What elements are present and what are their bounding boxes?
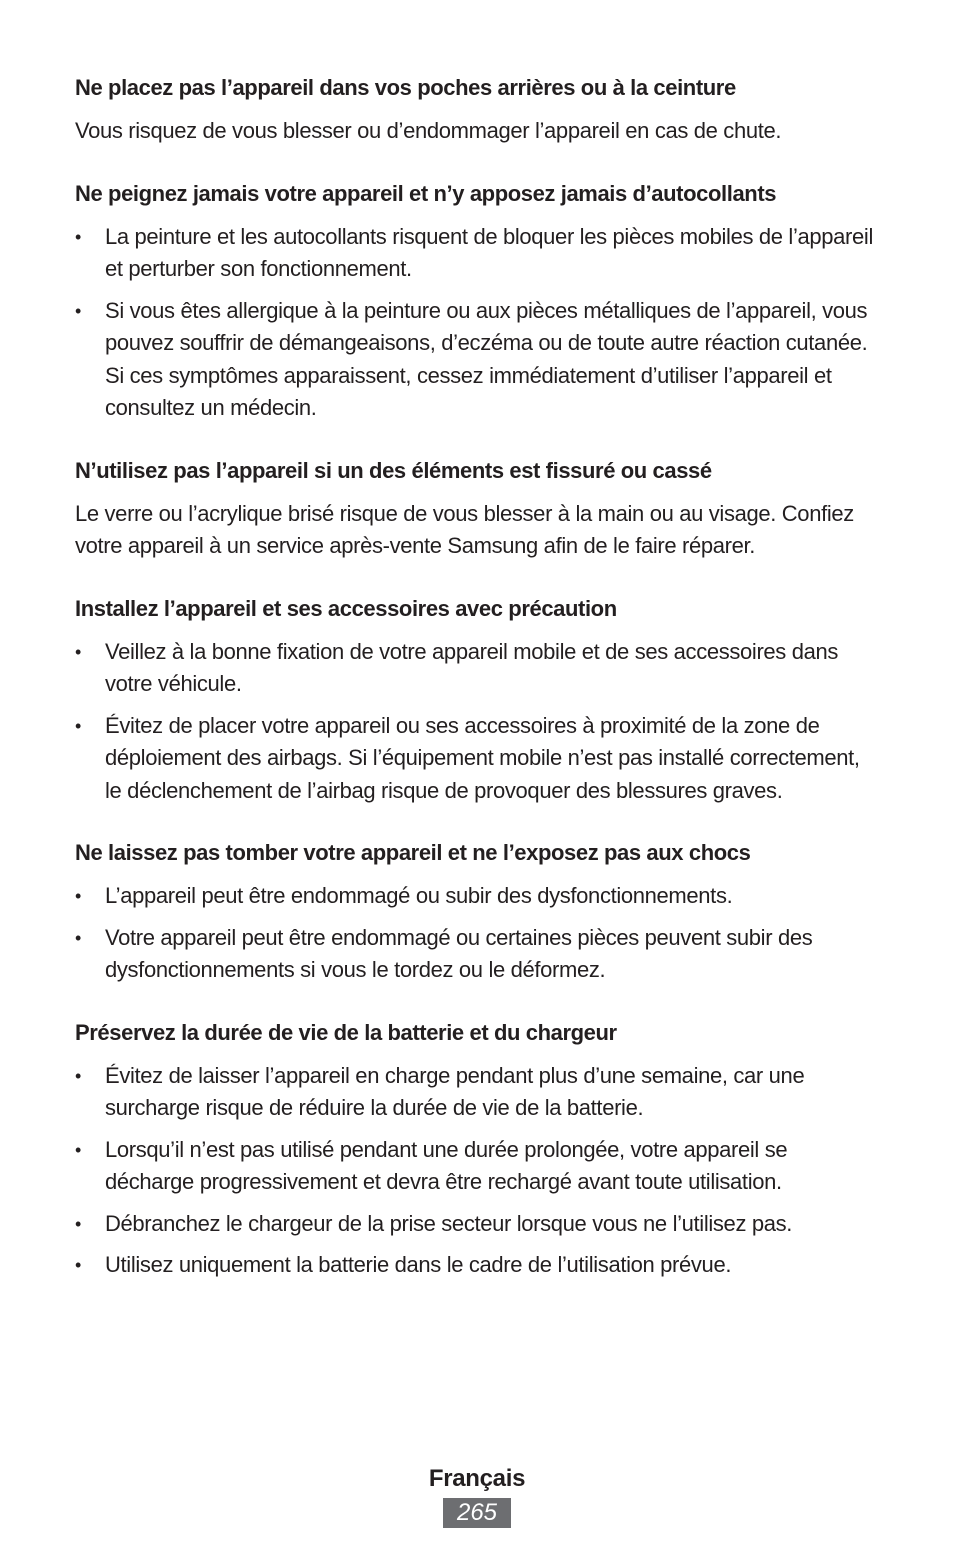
section-paragraph: Le verre ou l’acrylique brisé risque de vous blesser à la main ou au visage. Confiez votre appareil à un service après-vente Samsung afin de le faire réparer. xyxy=(75,500,854,558)
list-item xyxy=(75,1249,875,1282)
list-item-text: Évitez de placer votre appareil ou ses accessoires à proximité de la zone de déploiement des airbags. Si l’équipement mobile n’est pas installé correctement, le déclenchement de l’airbag risque de provoquer des blessures graves. xyxy=(105,712,860,803)
bullet-list xyxy=(75,1060,875,1282)
section-cracked-device xyxy=(75,455,875,563)
list-item-text: La peinture et les autocollants risquent de bloquer les pièces mobiles de l’appareil et perturber son fonctionnement. xyxy=(105,223,873,281)
page-number-badge: 265 xyxy=(443,1498,511,1528)
list-item-text: Utilisez uniquement la batterie dans le cadre de l’utilisation prévue. xyxy=(105,1252,732,1277)
section-heading: Installez l’appareil et ses accessoires avec précaution xyxy=(75,595,617,621)
section-battery-life xyxy=(75,1017,875,1282)
section-heading: Ne peignez jamais votre appareil et n’y apposez jamais d’autocollants xyxy=(75,180,777,206)
list-item xyxy=(75,1060,875,1125)
list-item xyxy=(75,880,875,913)
list-item-text: Débranchez le chargeur de la prise secteur lorsque vous ne l’utilisez pas. xyxy=(105,1210,793,1236)
bullet-list xyxy=(75,636,875,808)
list-item-text: Votre appareil peut être endommagé ou certaines pièces peuvent subir des dysfonctionnements si vous le tordez ou le déformez. xyxy=(105,924,813,982)
bullet-icon: • xyxy=(75,300,81,321)
list-item-text: L’appareil peut être endommagé ou subir des dysfonctionnements. xyxy=(105,883,733,908)
footer-language: Français xyxy=(428,1465,526,1492)
list-item xyxy=(75,710,875,808)
bullet-list xyxy=(75,880,875,987)
bullet-icon: • xyxy=(75,641,81,662)
list-item-text: Veillez à la bonne fixation de votre appareil mobile et de ses accessoires dans votre véhicule. xyxy=(105,638,839,696)
list-item xyxy=(75,1208,875,1241)
bullet-icon: • xyxy=(75,226,81,247)
section-heading: N’utilisez pas l’appareil si un des éléments est fissuré ou cassé xyxy=(75,457,712,483)
section-paragraph: Vous risquez de vous blesser ou d’endommager l’appareil en cas de chute. xyxy=(75,118,782,143)
bullet-icon: • xyxy=(75,1255,81,1275)
bullet-icon: • xyxy=(75,927,81,948)
bullet-icon: • xyxy=(75,715,81,736)
section-heading: Ne placez pas l’appareil dans vos poches arrières ou à la ceinture xyxy=(75,75,736,100)
list-item-text: Lorsqu’il n’est pas utilisé pendant une durée prolongée, votre appareil se décharge progressivement et devra être rechargé avant toute utilisation. xyxy=(105,1136,788,1194)
bullet-icon: • xyxy=(75,886,81,906)
list-item xyxy=(75,295,875,425)
list-item xyxy=(75,636,875,701)
section-heading: Ne laissez pas tomber votre appareil et ne l’exposez pas aux chocs xyxy=(75,840,751,865)
section-pockets xyxy=(75,72,875,148)
bullet-icon: • xyxy=(75,1213,81,1234)
bullet-icon: • xyxy=(75,1065,81,1086)
list-item xyxy=(75,1134,875,1199)
list-item-text: Évitez de laisser l’appareil en charge pendant plus d’une semaine, car une surcharge risque de réduire la durée de vie de la batterie. xyxy=(105,1062,805,1120)
bullet-icon: • xyxy=(75,1139,81,1160)
list-item xyxy=(75,221,875,286)
section-install-accessories xyxy=(75,593,875,808)
section-paint-stickers xyxy=(75,178,875,425)
bullet-list xyxy=(75,221,875,425)
page-footer xyxy=(0,1462,954,1528)
list-item-text: Si vous êtes allergique à la peinture ou aux pièces métalliques de l’appareil, vous pouvez souffrir de démangeaisons, d’eczéma ou de toute autre réaction cutanée. Si ces symptômes apparaissent, cessez immédiatement d’utiliser l’appareil et consultez un médecin. xyxy=(105,297,868,420)
document-body xyxy=(75,72,875,1312)
section-heading: Préservez la durée de vie de la batterie et du chargeur xyxy=(75,1019,617,1045)
list-item xyxy=(75,922,875,987)
section-drops-shocks xyxy=(75,837,875,987)
